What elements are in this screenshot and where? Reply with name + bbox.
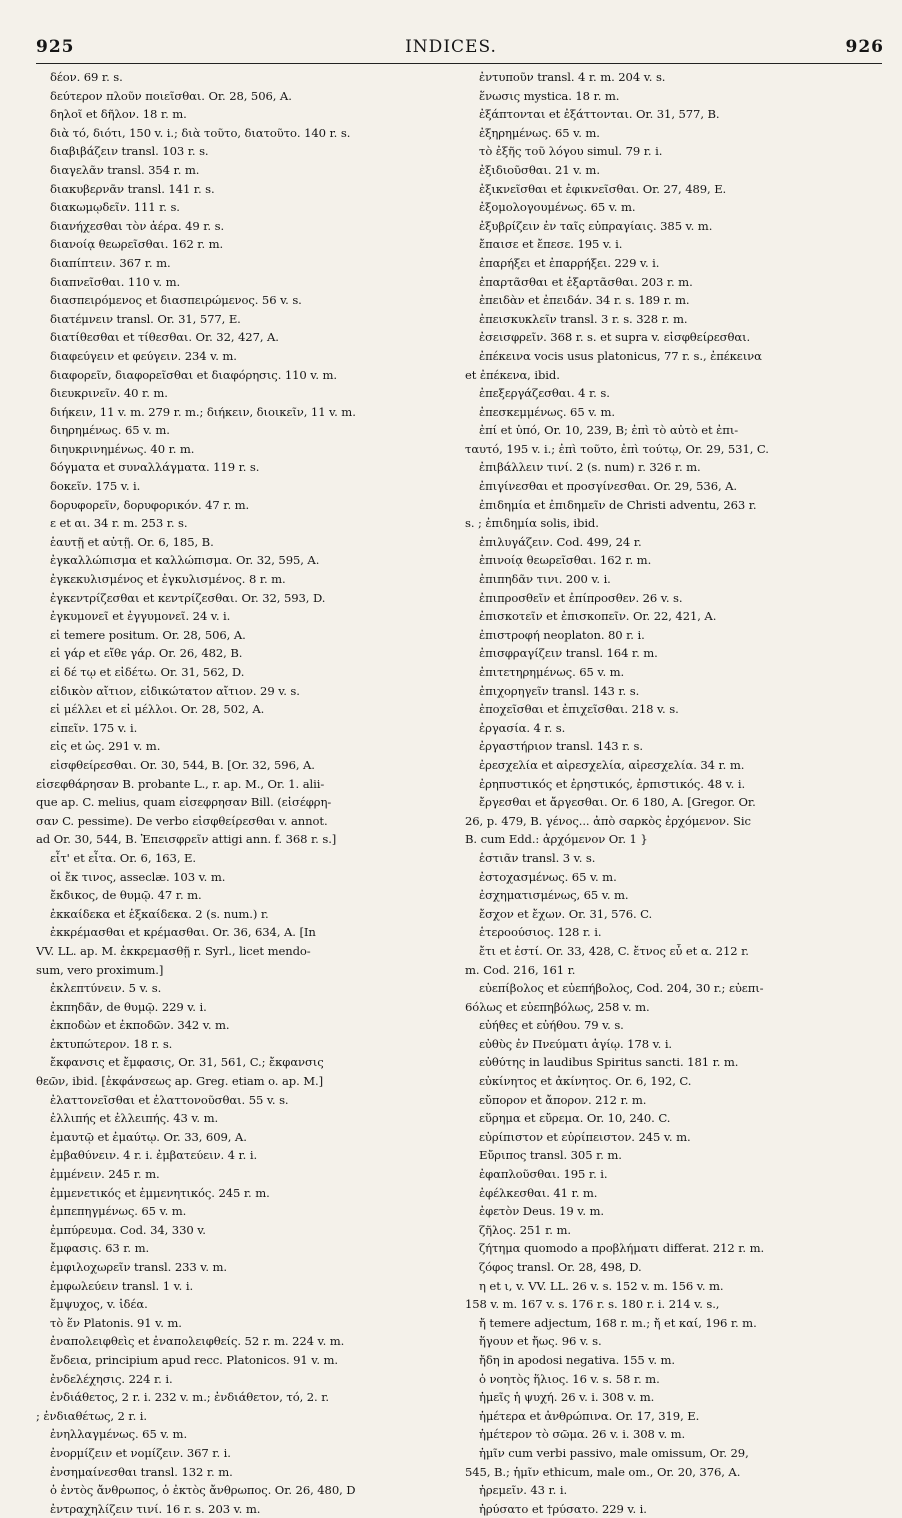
index-entry-line: et ἐπέκενα, ibid. <box>465 367 560 382</box>
index-entry-line: ἐκτυπώτερον. 18 r. s. <box>50 1036 173 1051</box>
index-entry-line: διασπειρόμενος et διασπειρώμενος. 56 v. s. <box>50 293 302 308</box>
index-entry-line: εὐκίνητος et ἀκίνητος. Or. 6, 192, C. <box>479 1074 692 1089</box>
index-entry-line: ἐπιτετηρημένως. 65 v. m. <box>479 665 625 679</box>
index-entry-line: ἐρεσχελία et αἱρεσχελία, αἱρεσχελία. 34 r. m. <box>479 757 745 772</box>
index-entry-line: ἐξιδιοῦσθαι. 21 v. m. <box>479 162 600 177</box>
index-entry-line: ἐκκαίδεκα et ἑξκαίδεκα. 2 (s. num.) r. <box>50 906 269 921</box>
index-entry-line: εὐθύτης in laudibus Spiritus sancti. 181 r. m. <box>479 1055 739 1070</box>
page-number-right: 926 <box>845 37 884 57</box>
index-entry-line: ἐφετὸν Deus. 19 v. m. <box>479 1204 604 1219</box>
index-entry-line: Εὔριπος transl. 305 r. m. <box>479 1148 622 1163</box>
index-entry-line: VV. LL. ap. M. ἐκκρεμασθῇ r. Syrl., licet mendo- <box>36 943 311 958</box>
index-entry-line: ἐκποδὼν et ἐκποδῶν. 342 v. m. <box>50 1018 230 1033</box>
index-entry-line: ἤ temere adjectum, 168 r. m.; ἤ et καί, 196 r. m. <box>479 1315 757 1330</box>
index-entry-line: sum, vero proximum.] <box>36 962 164 977</box>
index-entry-line: ἐπαρτᾶσθαι et ἐξαρτᾶσθαι. 203 r. m. <box>479 274 693 289</box>
index-entry-line: διηρημένως. 65 v. m. <box>50 423 170 438</box>
index-entry-line: ἐπί et ὑπό, Or. 10, 239, B; ἐπὶ τὸ αὐτὸ et ἐπι- <box>479 423 739 438</box>
index-entry-line: τὸ ἕν Platonis. 91 v. m. <box>50 1315 182 1330</box>
index-entry-line: ἐξυβρίζειν ἐν ταῖς εὐπραγίαις. 385 v. m. <box>479 218 713 233</box>
index-entry-line: ἐκλεπτύνειν. 5 v. s. <box>50 981 162 996</box>
index-entry-line: ὁ νοητὸς ἥλιος. 16 v. s. 58 r. m. <box>479 1371 660 1386</box>
index-entry-line: ὁ ἐντὸς ἄνθρωπος, ὁ ἐκτὸς ἄνθρωπος. Or. 26, 480, D <box>50 1483 356 1498</box>
index-entry-line: ἐργαστήριον transl. 143 r. s. <box>479 739 643 754</box>
index-entry-line: ἐμμενετικός et ἐμμενητικός. 245 r. m. <box>50 1185 270 1200</box>
index-entry-line: ἐπιχορηγεῖν transl. 143 r. s. <box>479 683 640 698</box>
index-entry-line: ἐφαπλοῦσθαι. 195 r. i. <box>479 1167 608 1182</box>
index-entry-line: ἠρύσατο et †ρύσατο. 229 v. i. <box>479 1501 647 1516</box>
index-entry-line: σαν C. pessime). De verbo εἰσφθείρεσθαι v. annot. <box>36 813 328 828</box>
header-rule <box>36 63 882 64</box>
index-entry-line: ἐγκυμονεῖ et ἐγγυμονεῖ. 24 v. i. <box>50 609 231 624</box>
index-entry-line: ἐκπηδᾶν, de θυμῷ. 229 v. i. <box>50 999 207 1014</box>
index-entry-line: ἕνωσις mystica. 18 r. m. <box>479 88 620 103</box>
index-entry-line: ἡμέτερον τὸ σῶμα. 26 v. i. 308 v. m. <box>479 1427 686 1442</box>
index-entry-line: ἐμμένειν. 245 r. m. <box>50 1167 160 1182</box>
index-entry-line: διαπίπτειν. 367 r. m. <box>50 255 171 270</box>
index-entry-line: ἐπιλυγάζειν. Cod. 499, 24 r. <box>479 534 642 549</box>
right-column <box>465 68 885 1518</box>
index-entry-line: ἔτι et ἐστί. Or. 33, 428, C. ἔτνος εὖ et α. 212 r. <box>479 943 749 958</box>
index-entry-line: ἐσχηματισμένως, 65 v. m. <box>479 888 629 903</box>
index-entry-line: ἔμφασις. 63 r. m. <box>50 1241 150 1256</box>
index-entry-line: ἐξομολογουμένως. 65 v. m. <box>479 200 636 215</box>
index-entry-line: ἔκδικος, de θυμῷ. 47 r. m. <box>50 888 202 903</box>
index-entry-line: ἑτεροούσιος. 128 r. i. <box>479 925 602 940</box>
index-entry-line: ἐποχεῖσθαι et ἐπιχεῖσθαι. 218 v. s. <box>479 702 679 717</box>
index-entry-line: ἡμῖν cum verbi passivo, male omissum, Or. 29, <box>479 1445 749 1460</box>
index-entry-line: εἰδικὸν αἴτιον, εἰδικώτατον αἴτιον. 29 v. s. <box>50 683 300 698</box>
index-entry-line: διαφορεῖν, διαφορεῖσθαι et διαφόρησις. 110 v. m. <box>50 367 337 382</box>
index-entry-line: ἐλλιπής et ἐλλειπής. 43 v. m. <box>50 1111 219 1126</box>
index-entry-line: ἐπιστροφή neoplaton. 80 r. i. <box>479 627 645 642</box>
index-entry-line: ἐξικνεῖσθαι et ἐφικνεῖσθαι. Or. 27, 489, E. <box>479 181 727 196</box>
index-entry-line: B. cum Edd.: ἀρχόμενον Or. 1 } <box>465 832 648 847</box>
index-entry-line: ε et αι. 34 r. m. 253 r. s. <box>50 516 188 531</box>
index-entry-line: ἤδη in apodosi negativa. 155 v. m. <box>479 1352 675 1367</box>
index-entry-line: ἔργεσθαι et ἄργεσθαι. Or. 6 180, A. [Gregor. Or. <box>479 795 756 810</box>
index-entry-line: εὕρημα et εὔρεμα. Or. 10, 240. C. <box>479 1111 671 1126</box>
index-entry-line: οἱ ἔκ τινος, asseclæ. 103 v. m. <box>50 869 226 884</box>
index-entry-line: ἐπαρήξει et ἐπαρρήξει. 229 v. i. <box>479 255 660 270</box>
index-entry-line: ἑαυτῇ et αὐτῇ. Or. 6, 185, B. <box>50 534 214 549</box>
index-entry-line: ἐπεισκυκλεῖν transl. 3 r. s. 328 r. m. <box>479 311 688 326</box>
index-entry-line: ἐπιγίνεσθαι et προσγίνεσθαι. Or. 29, 536, A. <box>479 479 737 494</box>
index-entry-line: ἐξηρημένως. 65 v. m. <box>479 125 600 140</box>
index-entry-line: εἰσεφθάρησαν B. probante L., r. ap. M., Or. 1. alii- <box>36 776 325 791</box>
index-entry-line: ἐνσημαίνεσθαι transl. 132 r. m. <box>50 1464 233 1479</box>
index-entry-line: 6όλως et εὐεπηβόλως, 258 v. m. <box>465 999 650 1014</box>
index-entry-line: ζόφος transl. Or. 28, 498, D. <box>479 1260 642 1274</box>
index-entry-line: διαβιβάζειν transl. 103 r. s. <box>50 144 209 159</box>
index-entry-line: ; ἐνδιαθέτως, 2 r. i. <box>36 1408 147 1423</box>
index-entry-line: η et ι, v. VV. LL. 26 v. s. 152 v. m. 156 v. m. <box>479 1278 724 1293</box>
index-entry-line: ἔσχον et ἔχων. Or. 31, 576. C. <box>479 906 653 921</box>
index-entry-line: ἐναπολειφθεὶς et ἐναπολειφθείς. 52 r. m. 224 v. m. <box>50 1334 345 1349</box>
index-entry-line: δορυφορεῖν, δορυφορικόν. 47 r. m. <box>50 497 250 512</box>
index-entry-line: ἐγκαλλώπισμα et καλλώπισμα. Or. 32, 595, A. <box>50 553 320 568</box>
left-column <box>36 68 456 1518</box>
index-entry-line: que ap. C. melius, quam εἰσεφρησαν Bill. (εἰσέφρη- <box>36 795 332 810</box>
page-number-left: 925 <box>36 37 75 57</box>
index-entry-line: ἡμεῖς ἡ ψυχή. 26 v. i. 308 v. m. <box>479 1390 655 1405</box>
index-entry-line: ἐντυποῦν transl. 4 r. m. 204 v. s. <box>479 70 666 84</box>
index-entry-line: ἐλαττονεῖσθαι et ἐλαττονοῦσθαι. 55 v. s. <box>50 1092 289 1107</box>
index-entry-line: ἐμφωλεύειν transl. 1 v. i. <box>50 1278 194 1293</box>
index-entry-line: ἐνορμίζειν et νομίζειν. 367 r. i. <box>50 1445 231 1460</box>
index-entry-line: εἰ temere positum. Or. 28, 506, A. <box>50 627 246 642</box>
index-entry-line: ἐξάπτονται et ἐξάττονται. Or. 31, 577, B. <box>479 107 720 122</box>
index-entry-line: εἰ γάρ et εἴθε γάρ. Or. 26, 482, B. <box>50 646 243 661</box>
index-entry-line: εἰς et ὡς. 291 v. m. <box>50 739 161 754</box>
index-entry-line: ἐμπεπηγμένως. 65 v. m. <box>50 1204 187 1219</box>
index-entry-line: ἐμπύρευμα. Cod. 34, 330 v. <box>50 1222 206 1237</box>
index-entry-line: ἐμαυτῷ et ἐμαύτῳ. Or. 33, 609, A. <box>50 1129 247 1144</box>
index-entry-line: διήκειν, 11 v. m. 279 r. m.; διήκειν, διοικεῖν, 11 v. m. <box>50 404 356 419</box>
index-entry-line: ἔκφανσις et ἔμφασις, Or. 31, 561, C.; ἔκφανσις <box>50 1055 324 1070</box>
index-entry-line: ἐπιβάλλειν τινί. 2 (s. num) r. 326 r. m. <box>479 460 701 475</box>
index-entry-line: δόγματα et συναλλάγματα. 119 r. s. <box>50 460 260 475</box>
index-entry-line: εὐθὺς ἐν Πνεύματι ἁγίῳ. 178 v. i. <box>479 1036 673 1051</box>
index-entry-line: διὰ τό, διότι, 150 v. i.; διὰ τοῦτο, διατοῦτο. 140 r. s. <box>50 125 351 140</box>
index-entry-line: διατίθεσθαι et τίθεσθαι. Or. 32, 427, A. <box>50 330 279 345</box>
index-entry-line: ἐργασία. 4 r. s. <box>479 720 566 735</box>
index-entry-line: διακυβερνᾶν transl. 141 r. s. <box>50 181 215 196</box>
index-entry-line: διηυκρινημένως. 40 r. m. <box>50 441 195 456</box>
index-entry-line: δέον. 69 r. s. <box>50 70 123 84</box>
index-entry-line: διατέμνειν transl. Or. 31, 577, E. <box>50 311 241 326</box>
index-entry-line: δηλοῖ et δῆλον. 18 r. m. <box>50 107 187 122</box>
index-entry-line: ἐπινοίᾳ θεωρεῖσθαι. 162 r. m. <box>479 553 652 568</box>
index-entry-line: διαγελᾶν transl. 354 r. m. <box>50 162 200 177</box>
index-entry-line: ἐνδελέχησις. 224 r. i. <box>50 1371 173 1386</box>
index-entry-line: ταυτό, 195 v. i.; ἐπὶ τοῦτο, ἐπὶ τούτῳ, Or. 29, 531, C. <box>465 441 769 456</box>
index-entry-line: ἐμφιλοχωρεῖν transl. 233 v. m. <box>50 1260 227 1274</box>
page-header <box>0 37 902 61</box>
index-entry-line: ἐμβαθύνειν. 4 r. i. ἐμβατεύειν. 4 r. i. <box>50 1148 258 1163</box>
index-entry-line: ἐπιπηδᾶν τινι. 200 v. i. <box>479 572 611 587</box>
index-entry-line: εὐρίπιστον et εὐρίπειστον. 245 v. m. <box>479 1129 691 1144</box>
index-entry-line: ἐπειδὰν et ἐπειδάν. 34 r. s. 189 r. m. <box>479 293 690 308</box>
index-entry-line: διευκρινεῖν. 40 r. m. <box>50 386 168 401</box>
index-entry-line: ἐπεξεργάζεσθαι. 4 r. s. <box>479 386 610 401</box>
index-entry-line: εὔπορον et ἄπορον. 212 r. m. <box>479 1092 647 1107</box>
index-entry-line: ἐρηπυστικός et ἐρηστικός, ἐρπιστικός. 48 v. i. <box>479 776 746 791</box>
index-entry-line: εἶτ' et εἶτα. Or. 6, 163, E. <box>50 850 196 865</box>
index-entry-line: ἐνηλλαγμένως. 65 v. m. <box>50 1427 188 1442</box>
index-entry-line: δεύτερον πλοῦν ποιεῖσθαι. Or. 28, 506, A. <box>50 88 292 103</box>
index-entry-line: θεῶν, ibid. [ἐκφάνσεως ap. Greg. etiam o. ap. M.] <box>36 1074 324 1089</box>
index-entry-line: εἰσφθείρεσθαι. Or. 30, 544, B. [Or. 32, 596, A. <box>50 757 315 772</box>
index-entry-line: ἐπέκεινα vocis usus platonicus, 77 r. s., ἐπέκεινα <box>479 348 762 363</box>
running-title: INDICES. <box>405 37 497 57</box>
index-entry-line: διανήχεσθαι τὸν ἀέρα. 49 r. s. <box>50 218 225 233</box>
index-entry-line: εἰπεῖν. 175 v. i. <box>50 720 138 735</box>
index-entry-line: ἐπισφραγίζειν transl. 164 r. m. <box>479 646 658 661</box>
index-entry-line: ἑστιᾶν transl. 3 v. s. <box>479 850 596 865</box>
index-entry-line: εἰ μέλλει et εἰ μέλλοι. Or. 28, 502, A. <box>50 702 265 717</box>
index-entry-line: ζήτημα quomodo a προβλήματι differat. 212 r. m. <box>479 1241 765 1256</box>
index-entry-line: ἔνδεια, principium apud recc. Platonicos. 91 v. m. <box>50 1352 338 1367</box>
index-entry-line: ἡμέτερα et ἀνθρώπινα. Or. 17, 319, E. <box>479 1408 700 1423</box>
index-entry-line: ἐκκρέμασθαι et κρέμασθαι. Or. 36, 634, A. [In <box>50 925 316 940</box>
index-entry-line: ad Or. 30, 544, B. Ἐπεισφρεῖν attigi ann. f. 368 r. s.] <box>36 832 337 847</box>
index-entry-line: ἐπισκοτεῖν et ἐπισκοπεῖν. Or. 22, 421, A. <box>479 609 717 624</box>
index-entry-line: διαφεύγειν et φεύγειν. 234 v. m. <box>50 348 237 363</box>
index-entry-line: ζῆλος. 251 r. m. <box>479 1222 571 1237</box>
index-entry-line: τὸ ἐξῆς τοῦ λόγου simul. 79 r. i. <box>479 144 663 159</box>
index-entry-line: διαπνεῖσθαι. 110 v. m. <box>50 274 181 289</box>
index-entry-line: 158 v. m. 167 v. s. 176 r. s. 180 r. i. 214 v. s., <box>465 1297 720 1312</box>
index-entry-line: m. Cod. 216, 161 r. <box>465 962 576 977</box>
index-entry-line: ἥγουν et ἤως. 96 v. s. <box>479 1334 602 1349</box>
index-entry-line: ἠρεμεῖν. 43 r. i. <box>479 1483 568 1498</box>
index-entry-line: εὐήθες et εὐήθου. 79 v. s. <box>479 1018 624 1033</box>
index-entry-line: ἔμψυχος, v. ἰδέα. <box>50 1297 148 1312</box>
index-entry-line: s. ; ἐπιδημία solis, ibid. <box>465 516 599 531</box>
index-entry-line: εἰ δέ τῳ et εἰδέτω. Or. 31, 562, D. <box>50 665 245 679</box>
index-entry-line: 545, B.; ἡμῖν ethicum, male om., Or. 20, 376, A. <box>465 1464 741 1479</box>
index-entry-line: ἐφέλκεσθαι. 41 r. m. <box>479 1185 598 1200</box>
index-entry-line: ἐπιπροσθεῖν et ἐπίπροσθεν. 26 v. s. <box>479 590 683 605</box>
index-entry-line: ἐντραχηλίζειν τινί. 16 r. s. 203 v. m. <box>50 1501 261 1516</box>
index-entry-line: ἐγκεντρίζεσθαι et κεντρίζεσθαι. Or. 32, 593, D. <box>50 590 326 605</box>
index-entry-line: δοκεῖν. 175 v. i. <box>50 479 141 494</box>
index-entry-line: 26, p. 479, B. γένος... ἀπὸ σαρκὸς ἐρχόμενον. Sic <box>465 813 751 828</box>
index-entry-line: διανοίᾳ θεωρεῖσθαι. 162 r. m. <box>50 237 224 252</box>
index-entry-line: ἐστοχασμένως. 65 v. m. <box>479 869 617 884</box>
index-entry-line: ἐπεσκεμμένως. 65 v. m. <box>479 404 615 419</box>
index-entry-line: ἐνδιάθετος, 2 r. i. 232 v. m.; ἐνδιάθετον, τό, 2. r. <box>50 1390 329 1405</box>
index-entry-line: ἐπιδημία et ἐπιδημεῖν de Christi adventu, 263 r. <box>479 497 757 512</box>
index-entry-line: διακωμῳδεῖν. 111 r. s. <box>50 200 180 215</box>
index-entry-line: ἐγκεκυλισμένος et ἐγκυλισμένος. 8 r. m. <box>50 572 286 587</box>
index-entry-line: ἔπαισε et ἔπεσε. 195 v. i. <box>479 237 623 252</box>
index-entry-line: ἐσεισφρεῖν. 368 r. s. et supra v. εἰσφθείρεσθαι. <box>479 330 751 345</box>
index-entry-line: εὐεπίβολος et εὐεπήβολος, Cod. 204, 30 r.; εὐεπι- <box>479 981 764 996</box>
